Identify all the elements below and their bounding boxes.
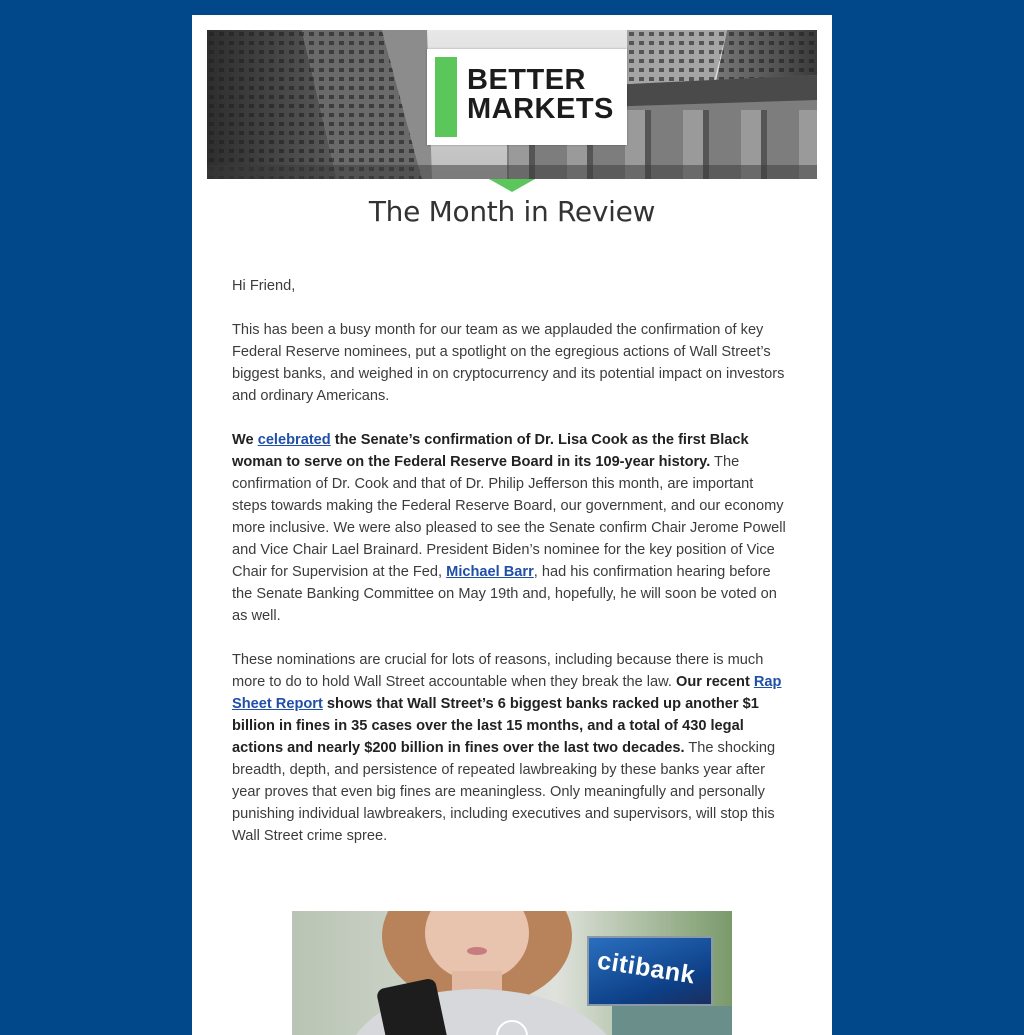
citibank-sign [587,936,713,1006]
green-triangle-pointer [489,179,535,192]
better-markets-logo [427,49,627,145]
paragraph-confirmations [232,429,792,627]
paragraph-intro: This has been a busy month for our team as we applauded the confirmation of key Federal Reserve nominees, put a spotlight on the egregious actions of Wall Street’s biggest banks, and weighed in on cryptocurrency and its potential impact on investors and ordinary Americans. [232,322,785,404]
citibank-sign-text: citibank [595,946,698,990]
lawbreaking-text: The shocking breadth, depth, and persistence of repeated lawbreaking by these banks year after year proves that even big fines are meaningless. Only meaningfully and personally punishing individual lawbreakers, including executives and supervisors, will stop this Wall Street crime spree. [232,740,776,844]
michael-barr-link[interactable]: Michael Barr [446,564,534,580]
header-banner-image [207,30,817,179]
bold-our-recent: Our recent [676,674,754,690]
logo-line-2: MARKETS [467,93,614,125]
page-title: The Month in Review [368,195,656,228]
confirmation-details-text: The confirmation of Dr. Cook and that of Dr. Philip Jefferson this month, are important steps towards making the Federal Reserve Board, our government, and our economy more inclusive. We were also pleased to see the Senate confirm Chair Jerome Powell and Vice Chair Lael Brainard. President Biden’s nominee for the key position of Vice Chair for Supervision at the Fed, [232,454,786,580]
bold-we: We [232,432,254,448]
logo-green-bar [435,57,457,137]
barr-hearing-text: , had his confirmation hearing before the Senate Banking Committee on May 19th and, hopefully, he will soon be voted on as well. [232,564,777,624]
paragraph-rap-sheet [232,649,792,847]
bold-fines-text: shows that Wall Street’s 6 biggest banks racked up another $1 billion in fines in 35 cases over the last 15 months, and a total of 430 legal actions and nearly $200 billion in fines over the last two decades. [232,696,759,756]
greeting: Hi Friend, [232,278,296,294]
nominations-text: These nominations are crucial for lots of reasons, including because there is much more to do to hold Wall Street accountable when they break the law. [232,652,764,690]
logo-line-1: BETTER [467,64,586,96]
email-card [192,15,832,1035]
article-image[interactable] [292,911,732,1035]
celebrated-link[interactable]: celebrated [257,432,331,448]
logo-wordmark [467,66,614,124]
bold-confirmation-text: the Senate’s confirmation of Dr. Lisa Cook as the first Black woman to serve on the Federal Reserve Board in its 109-year history. [232,432,749,470]
letter-body [232,275,792,869]
rap-sheet-report-link[interactable]: Rap Sheet Report [232,674,782,712]
